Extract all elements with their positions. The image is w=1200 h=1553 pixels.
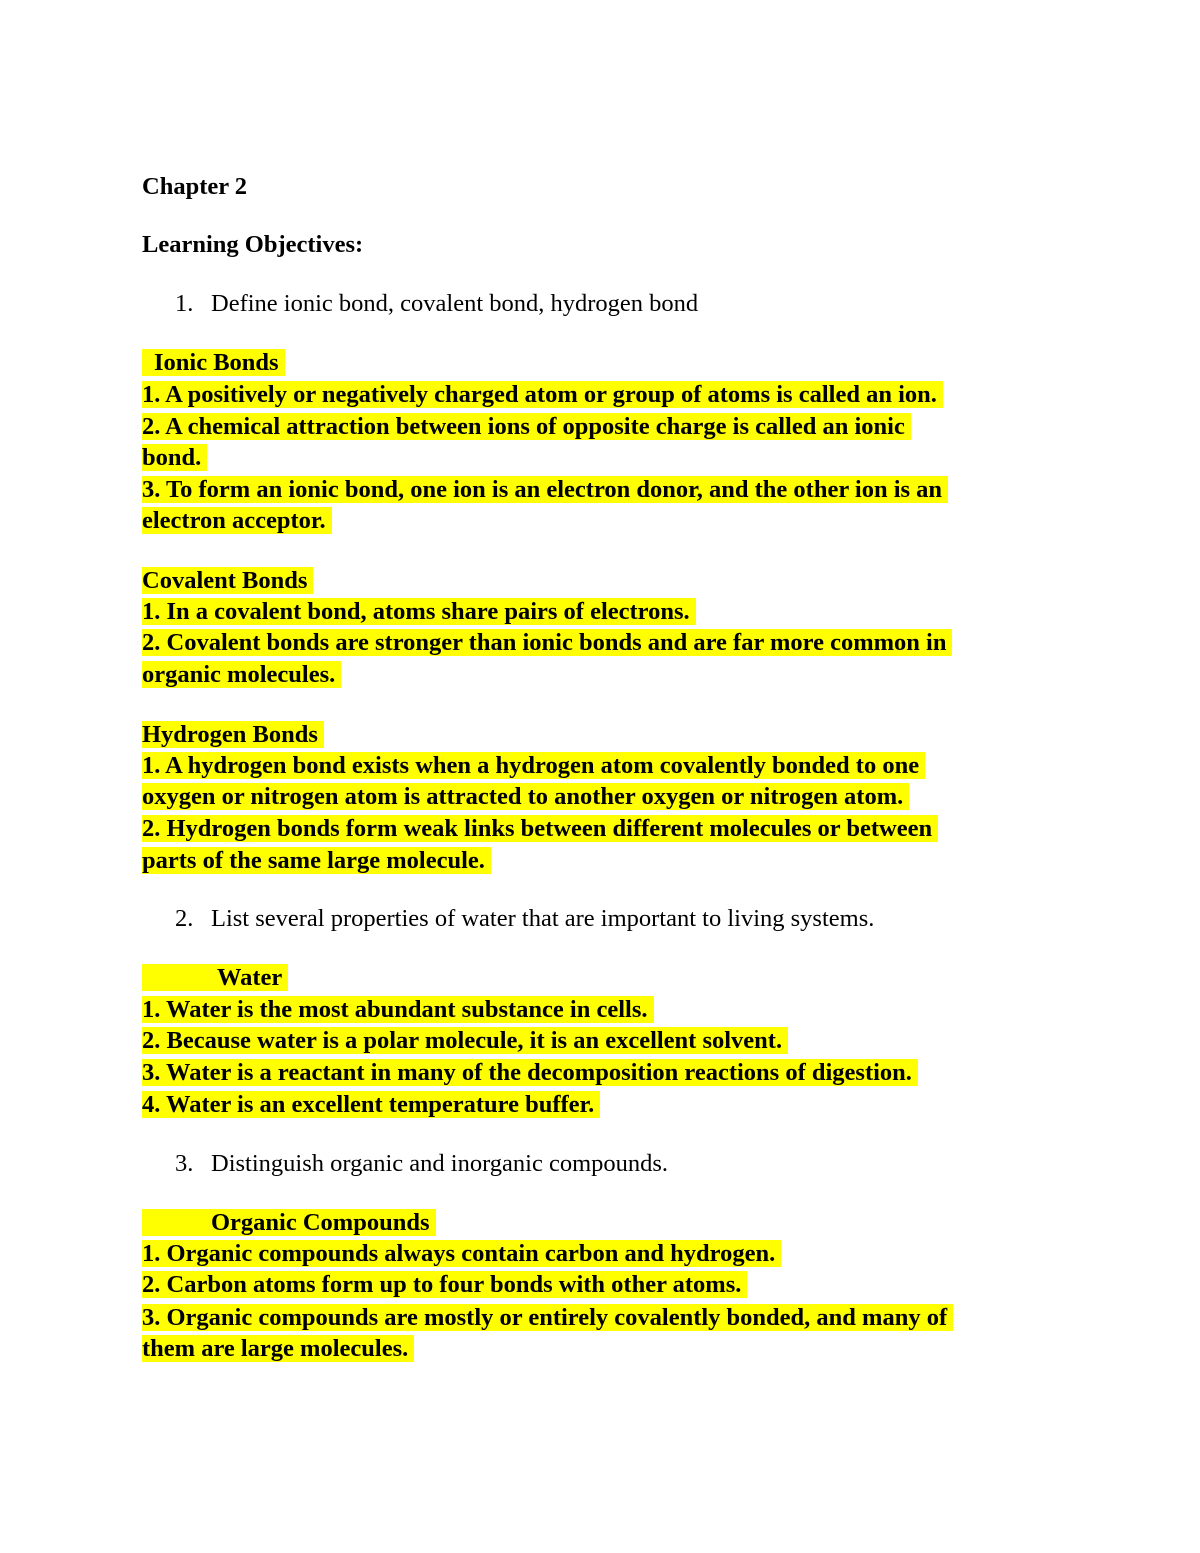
water-title-line: [142, 962, 288, 993]
objective-2-text: List several properties of water that are important to living systems.: [211, 905, 875, 932]
covalent-title-line: [142, 565, 313, 596]
highlight-text: 3. Water is a reactant in many of the decomposition reactions of digestion.: [142, 1059, 918, 1086]
objective-1: [175, 288, 698, 319]
hydrogen-line-2: [142, 781, 909, 812]
ionic-line-5: [142, 505, 332, 536]
highlight-text: 2. Carbon atoms form up to four bonds with other atoms.: [142, 1271, 747, 1298]
objective-1-number: 1.: [175, 290, 194, 317]
ionic-title: Ionic Bonds: [142, 349, 285, 376]
highlight-text: bond.: [142, 444, 207, 471]
chapter-title: Chapter 2: [142, 173, 248, 200]
water-line-4: [142, 1089, 600, 1120]
highlight-text: 1. A hydrogen bond exists when a hydrogen atom covalently bonded to one: [142, 752, 925, 779]
organic-line-2: [142, 1269, 747, 1300]
organic-line-3: [142, 1302, 953, 1333]
covalent-title: Covalent Bonds: [142, 567, 313, 594]
organic-title: Organic Compounds: [142, 1209, 436, 1236]
highlight-text: 1. In a covalent bond, atoms share pairs of electrons.: [142, 598, 696, 625]
highlight-text: them are large molecules.: [142, 1335, 414, 1362]
highlight-text: organic molecules.: [142, 661, 341, 688]
covalent-line-3: [142, 659, 341, 690]
highlight-text: 2. A chemical attraction between ions of opposite charge is called an ionic: [142, 413, 911, 440]
ionic-line-2: [142, 411, 911, 442]
highlight-text: 1. Organic compounds always contain carbon and hydrogen.: [142, 1240, 781, 1267]
objective-3-number: 3.: [175, 1150, 194, 1177]
hydrogen-line-1: [142, 750, 925, 781]
highlight-text: electron acceptor.: [142, 507, 332, 534]
water-line-1: [142, 994, 654, 1025]
ionic-line-4: [142, 474, 948, 505]
highlight-text: 1. Water is the most abundant substance in cells.: [142, 996, 654, 1023]
hydrogen-title: Hydrogen Bonds: [142, 721, 324, 748]
highlight-text: 1. A positively or negatively charged atom or group of atoms is called an ion.: [142, 381, 943, 408]
organic-line-4: [142, 1333, 414, 1364]
hydrogen-title-line: [142, 719, 324, 750]
objective-1-text: Define ionic bond, covalent bond, hydrogen bond: [211, 290, 699, 317]
organic-line-1: [142, 1238, 781, 1269]
highlight-text: 3. Organic compounds are mostly or entirely covalently bonded, and many of: [142, 1304, 953, 1331]
ionic-title-line: [142, 347, 285, 378]
highlight-text: parts of the same large molecule.: [142, 847, 491, 874]
highlight-text: 2. Hydrogen bonds form weak links between different molecules or between: [142, 815, 938, 842]
objective-2-number: 2.: [175, 905, 194, 932]
highlight-text: 2. Covalent bonds are stronger than ionic bonds and are far more common in: [142, 629, 952, 656]
water-title: Water: [142, 964, 288, 991]
objective-3-text: Distinguish organic and inorganic compounds.: [211, 1150, 669, 1177]
highlight-text: 4. Water is an excellent temperature buffer.: [142, 1091, 600, 1118]
objective-3: [175, 1148, 668, 1179]
water-line-2: [142, 1025, 788, 1056]
water-line-3: [142, 1057, 918, 1088]
organic-title-line: [142, 1207, 436, 1238]
objectives-heading: Learning Objectives:: [142, 231, 364, 258]
highlight-text: oxygen or nitrogen atom is attracted to another oxygen or nitrogen atom.: [142, 783, 909, 810]
hydrogen-line-3: [142, 813, 938, 844]
highlight-text: 2. Because water is a polar molecule, it is an excellent solvent.: [142, 1027, 788, 1054]
objective-2: [175, 903, 874, 934]
covalent-line-2: [142, 627, 952, 658]
covalent-line-1: [142, 596, 696, 627]
hydrogen-line-4: [142, 845, 491, 876]
ionic-line-1: [142, 379, 943, 410]
ionic-line-3: [142, 442, 207, 473]
highlight-text: 3. To form an ionic bond, one ion is an electron donor, and the other ion is an: [142, 476, 948, 503]
